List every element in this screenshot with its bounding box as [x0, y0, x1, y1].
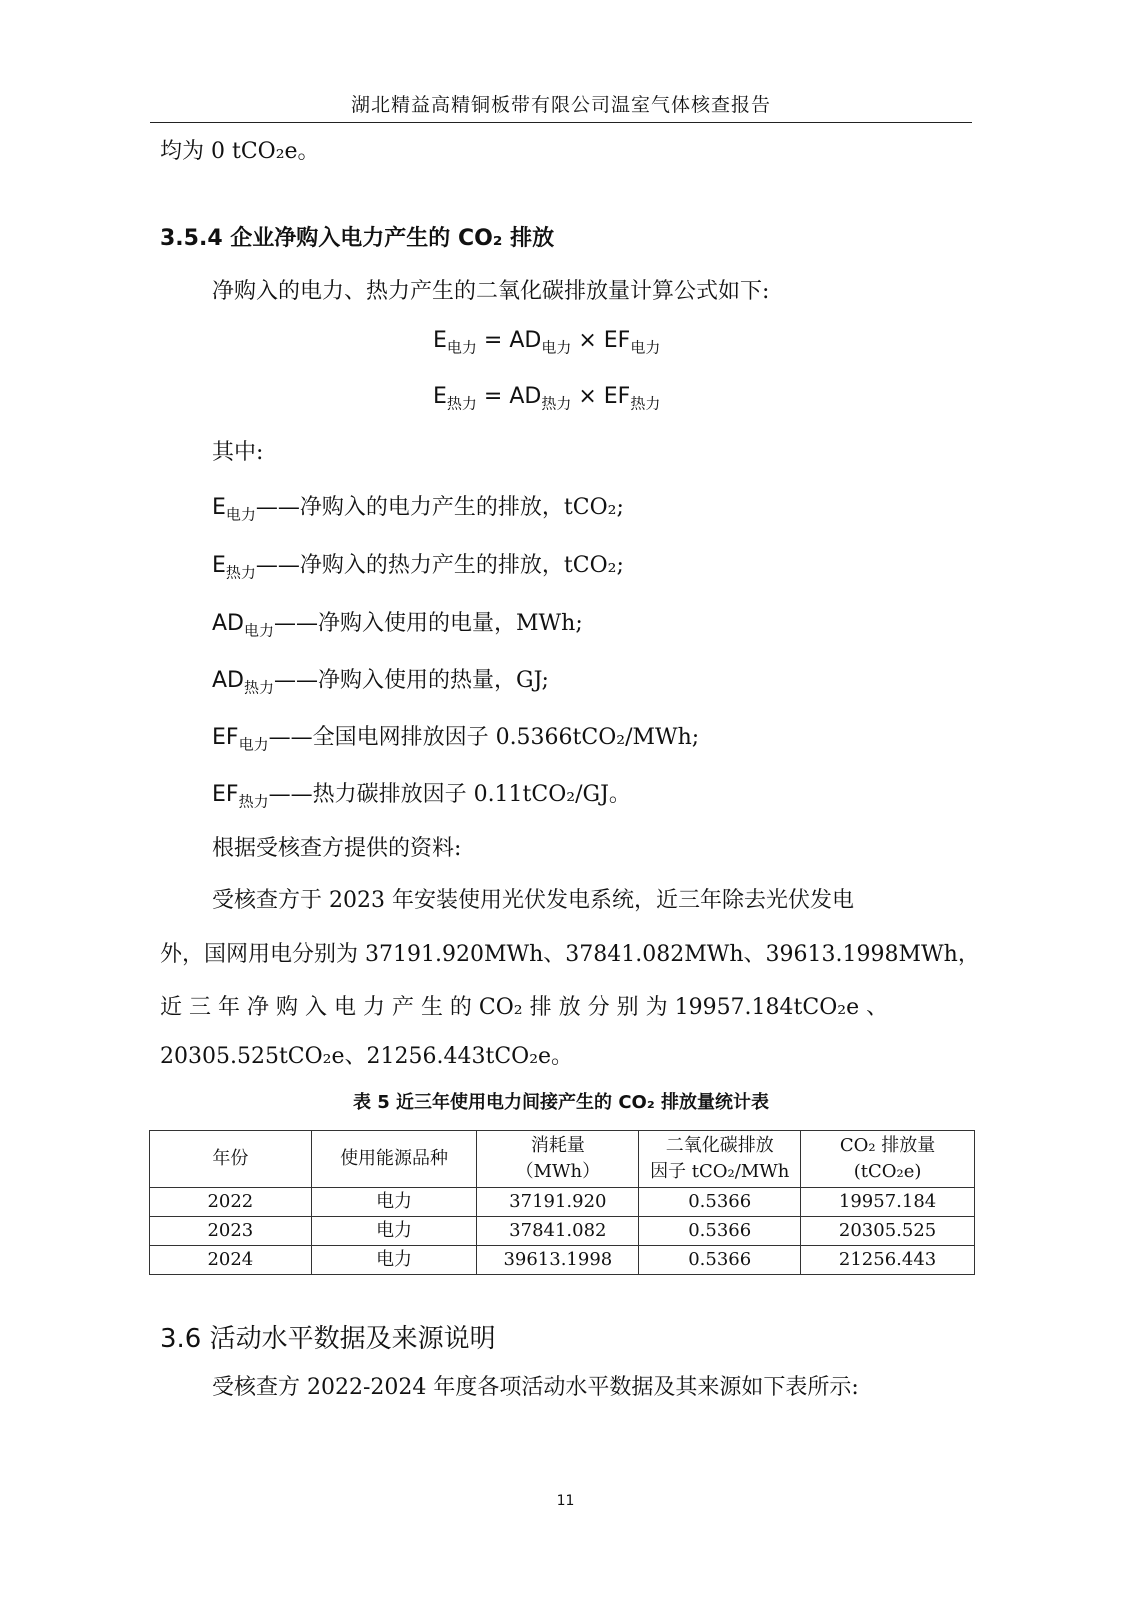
column-header-year: 年份	[150, 1131, 312, 1188]
definition-ad-heat	[212, 663, 549, 697]
formula-lhs: E	[433, 384, 447, 409]
definition-ef-heat	[212, 777, 631, 811]
table-cell: 电力	[311, 1246, 477, 1275]
basis-label: 根据受核查方提供的资料:	[212, 836, 462, 861]
table-row	[150, 1188, 975, 1217]
table-row	[150, 1246, 975, 1275]
formula-op: × EF	[571, 384, 631, 409]
definition-text: ——净购入使用的电量，MWh;	[274, 611, 583, 636]
definition-e-heat	[212, 548, 624, 582]
formula-lhs: E	[433, 328, 447, 353]
body-line-1: 受核查方于 2023 年安装使用光伏发电系统，近三年除去光伏发电	[212, 888, 854, 913]
formula-heat	[433, 384, 660, 413]
definition-symbol: EF	[212, 725, 239, 750]
table-cell: 37841.082	[477, 1217, 639, 1246]
formula-op: × EF	[571, 328, 631, 353]
table-cell: 39613.1998	[477, 1246, 639, 1275]
table-cell: 21256.443	[801, 1246, 975, 1275]
formula-rhs-sub: 热力	[630, 394, 661, 413]
formula-mid: = AD	[476, 328, 542, 353]
definition-ad-electricity	[212, 606, 583, 640]
table-row	[150, 1217, 975, 1246]
definition-e-electricity	[212, 490, 624, 524]
definition-symbol: EF	[212, 782, 239, 807]
report-header-title: 湖北精益高精铜板带有限公司温室气体核查报告	[350, 94, 771, 116]
column-header-consumption: 消耗量 （MWh）	[477, 1131, 639, 1188]
table-cell: 20305.525	[801, 1217, 975, 1246]
definition-subscript: 热力	[225, 563, 256, 582]
column-header-energy-type: 使用能源品种	[311, 1131, 477, 1188]
formula-mid: = AD	[476, 384, 542, 409]
body-line-3: 近 三 年 净 购 入 电 力 产 生 的 CO₂ 排 放 分 别 为 19957.184tCO₂e 、	[160, 995, 889, 1020]
definition-subscript: 电力	[225, 505, 256, 524]
where-label: 其中:	[212, 440, 264, 465]
definition-text: ——净购入的电力产生的排放，tCO₂;	[255, 495, 624, 520]
table-cell: 2022	[150, 1188, 312, 1217]
definition-subscript: 电力	[244, 621, 275, 640]
table-caption: 表 5 近三年使用电力间接产生的 CO₂ 排放量统计表	[353, 1092, 769, 1113]
definition-subscript: 电力	[238, 735, 269, 754]
table-cell: 电力	[311, 1217, 477, 1246]
formula-lhs-sub: 电力	[446, 338, 477, 357]
table-cell: 0.5366	[639, 1217, 801, 1246]
table-cell: 0.5366	[639, 1188, 801, 1217]
definition-symbol: E	[212, 553, 226, 578]
definition-text: ——热力碳排放因子 0.11tCO₂/GJ。	[268, 782, 631, 807]
column-header-emission-factor: 二氧化碳排放 因子 tCO₂/MWh	[639, 1131, 801, 1188]
definition-text: ——全国电网排放因子 0.5366tCO₂/MWh;	[268, 725, 700, 750]
formula-lhs-sub: 热力	[446, 394, 477, 413]
page-number: 11	[556, 1493, 575, 1509]
definition-ef-electricity	[212, 720, 699, 754]
table-cell: 2023	[150, 1217, 312, 1246]
table-cell: 电力	[311, 1188, 477, 1217]
body-line-2: 外，国网用电分别为 37191.920MWh、37841.082MWh、39613.1998MWh，	[160, 942, 980, 967]
intro-line: 均为 0 tCO₂e。	[160, 139, 320, 164]
definition-symbol: AD	[212, 668, 244, 693]
table-cell: 0.5366	[639, 1246, 801, 1275]
column-header-co2-emissions: CO₂ 排放量 (tCO₂e)	[801, 1131, 975, 1188]
section-heading-3-6: 3.6 活动水平数据及来源说明	[160, 1324, 496, 1354]
section-3-6-text: 受核查方 2022-2024 年度各项活动水平数据及其来源如下表所示:	[212, 1375, 859, 1400]
definition-text: ——净购入使用的热量，GJ;	[274, 668, 549, 693]
table-cell: 19957.184	[801, 1188, 975, 1217]
definition-symbol: E	[212, 495, 226, 520]
table-header-row	[150, 1131, 975, 1188]
definition-subscript: 热力	[244, 678, 275, 697]
header-divider	[150, 122, 972, 123]
formula-mid-sub: 电力	[541, 338, 572, 357]
definition-symbol: AD	[212, 611, 244, 636]
definition-subscript: 热力	[238, 792, 269, 811]
table-cell: 37191.920	[477, 1188, 639, 1217]
formula-rhs-sub: 电力	[630, 338, 661, 357]
formula-electricity	[433, 328, 660, 357]
emissions-table	[149, 1130, 975, 1275]
body-line-4: 20305.525tCO₂e、21256.443tCO₂e。	[160, 1044, 574, 1069]
formula-mid-sub: 热力	[541, 394, 572, 413]
section-heading-3-5-4: 3.5.4 企业净购入电力产生的 CO₂ 排放	[160, 226, 555, 251]
table-cell: 2024	[150, 1246, 312, 1275]
formula-intro: 净购入的电力、热力产生的二氧化碳排放量计算公式如下:	[212, 279, 770, 304]
definition-text: ——净购入的热力产生的排放，tCO₂;	[255, 553, 624, 578]
